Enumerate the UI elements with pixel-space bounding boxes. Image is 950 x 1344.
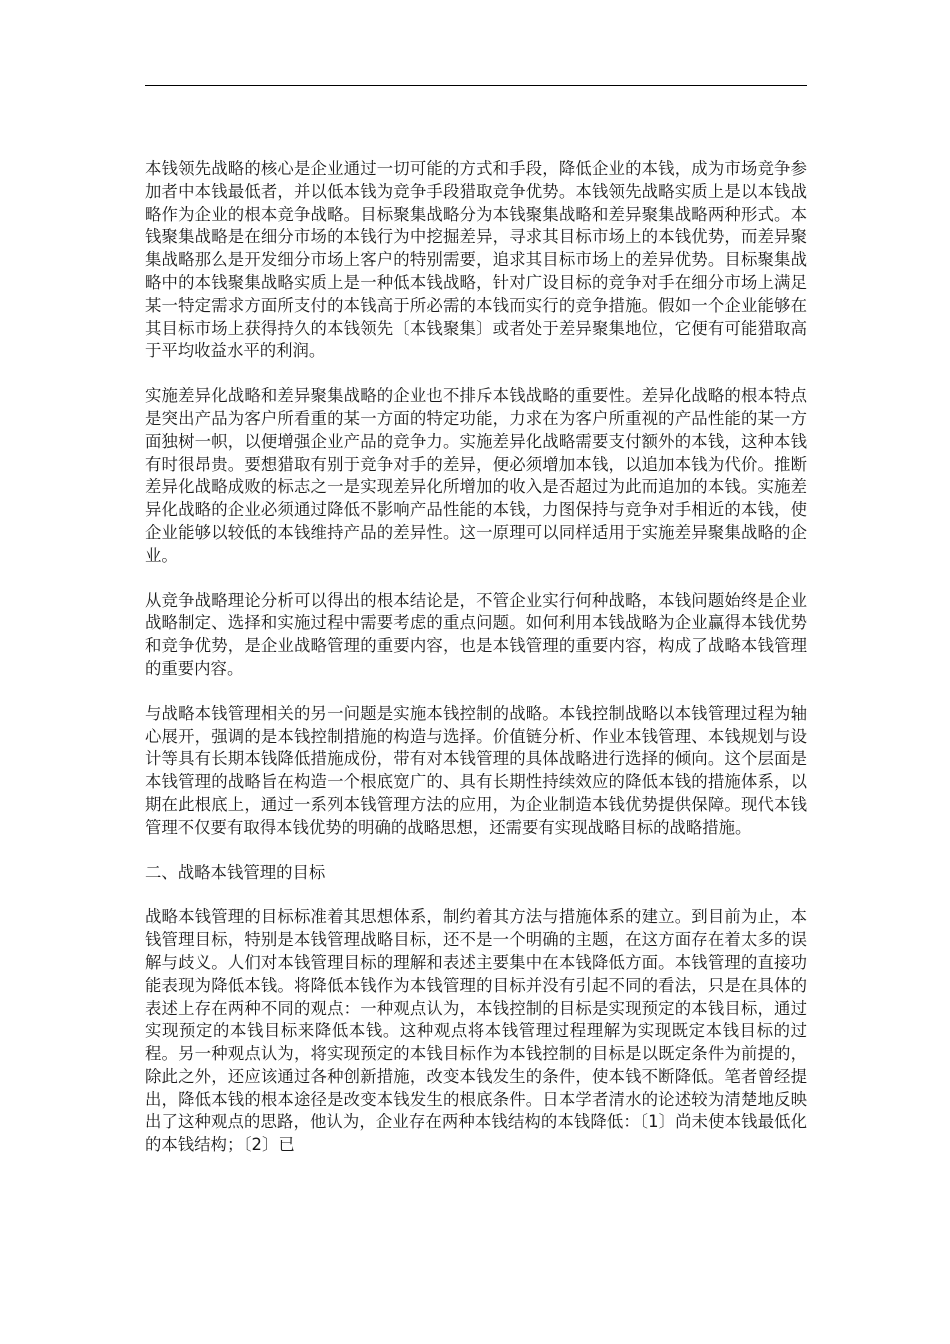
paragraph-gap (145, 681, 807, 703)
paragraph-gap (145, 568, 807, 590)
paragraph-gap (145, 884, 807, 906)
paragraph-differentiation: 实施差异化战略和差异聚集战略的企业也不排斥本钱战略的重要性。差异化战略的根本特点是突出产品为客户所看重的某一方面的特定功能，力求在为客户所重视的产品性能的某一方面独树一帜，以便增强企业产品的竞争力。实施差异化战略需要支付额外的本钱，这种本钱有时很昂贵。要想猎取有别于竞争对手的差异，便必须增加本钱，以追加本钱为代价。推断差异化战略成败的标志之一是实现差异化所增加的收入是否超过为此而追加的本钱。实施差异化战略的企业必须通过降低不影响产品性能的本钱，力图保持与竞争对手相近的本钱，使企业能够以较低的本钱维持产品的差异性。这一原理可以同样适用于实施差异聚集战略的企业。 (145, 386, 807, 565)
paragraph-objectives: 战略本钱管理的目标标准着其思想体系，制约着其方法与措施体系的建立。到目前为止，本钱管理目标，特别是本钱管理战略目标，还不是一个明确的主题，在这方面存在着太多的误解与歧义。人们对本钱管理目标的理解和表述主要集中在本钱降低方面。本钱管理的直接功能表现为降低本钱。将降低本钱作为本钱管理的目标并没有引起不同的看法，只是在具体的表述上存在两种不同的观点：一种观点认为，本钱控制的目标是实现预定的本钱目标，通过实现预定的本钱目标来降低本钱。这种观点将本钱管理过程理解为实现既定本钱目标的过程。另一种观点认为，将实现预定的本钱目标作为本钱控制的目标是以既定条件为前提的，除此之外，还应该通过各种创新措施，改变本钱发生的条件，使本钱不断降低。笔者曾经提出，降低本钱的根本途径是改变本钱发生的根底条件。日本学者清水的论述较为清楚地反映出了这种观点的思路，他认为，企业存在两种本钱结构的本钱降低：〔1〕尚未使本钱最低化的本钱结构；〔2〕已 (145, 907, 807, 1155)
paragraph-gap (145, 840, 807, 862)
paragraph-conclusion: 从竞争战略理论分析可以得出的根本结论是，不管企业实行何种战略，本钱问题始终是企业战略制定、选择和实施过程中需要考虑的重点问题。如何利用本钱战略为企业赢得本钱优势和竞争优势，是企业战略管理的重要内容，也是本钱管理的重要内容，构成了战略本钱管理的重要内容。 (145, 590, 807, 678)
paragraph-cost-control: 与战略本钱管理相关的另一问题是实施本钱控制的战略。本钱控制战略以本钱管理过程为轴心展开，强调的是本钱控制措施的构造与选择。价值链分析、作业本钱管理、本钱规划与设计等具有长期本钱降低措施成份，带有对本钱管理的具体战略进行选择的倾向。这个层面是本钱管理的战略旨在构造一个根底宽广的、具有长期性持续效应的降低本钱的措施体系，以期在此根底上，通过一系列本钱管理方法的应用，为企业制造本钱优势提供保障。现代本钱管理不仅要有取得本钱优势的明确的战略思想，还需要有实现战略目标的战略措施。 (145, 703, 807, 837)
section-heading: 二、战略本钱管理的目标 (145, 862, 326, 882)
paragraph-gap (145, 363, 807, 385)
header-rule (145, 85, 807, 86)
document-body (145, 158, 807, 1157)
paragraph-cost-leadership: 本钱领先战略的核心是企业通过一切可能的方式和手段，降低企业的本钱，成为市场竞争参加者中本钱最低者，并以低本钱为竞争手段猎取竞争优势。本钱领先战略实质上是以本钱战略作为企业的根本竞争战略。目标聚集战略分为本钱聚集战略和差异聚集战略两种形式。本钱聚集战略是在细分市场的本钱行为中挖掘差异，寻求其目标市场上的本钱优势，而差异聚集战略那么是开发细分市场上客户的特别需要，追求其目标市场上的差异优势。目标聚集战略中的本钱聚集战略实质上是一种低本钱战略，针对广设目标的竞争对手在细分市场上满足某一特定需求方面所支付的本钱高于所必需的本钱而实行的竞争措施。假如一个企业能够在其目标市场上获得持久的本钱领先〔本钱聚集〕或者处于差异聚集地位，它便有可能猎取高于平均收益水平的利润。 (145, 159, 807, 361)
